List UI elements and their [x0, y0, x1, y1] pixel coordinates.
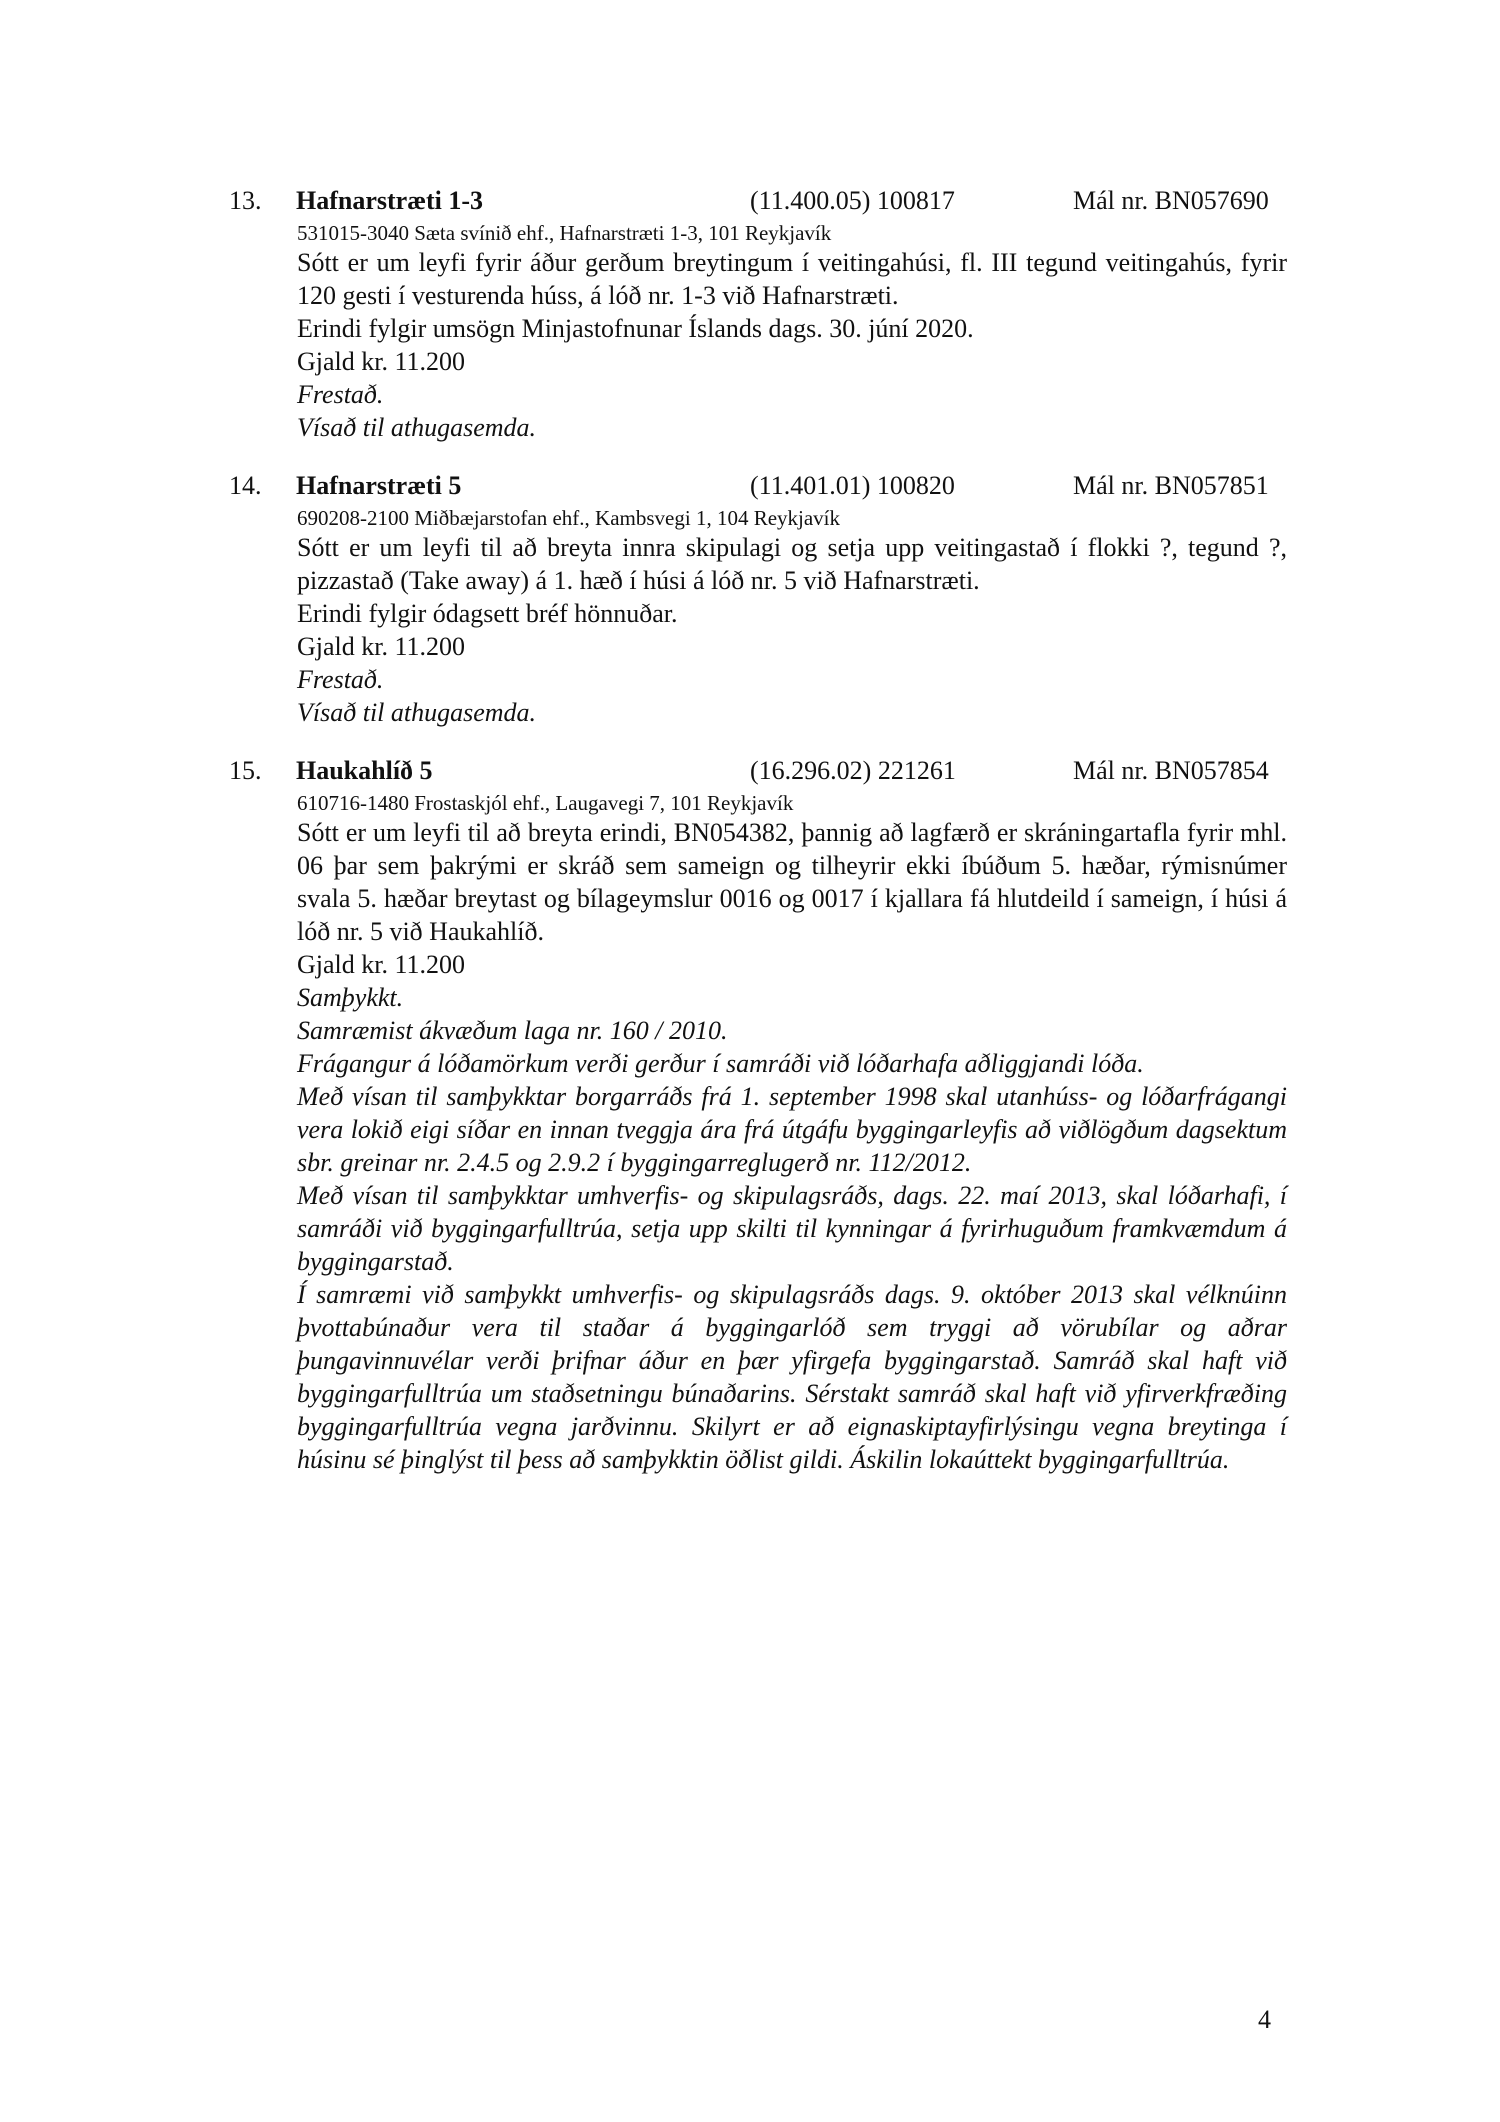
fee: Gjald kr. 11.200 [297, 950, 466, 979]
entry-title: Haukahlíð 5 [296, 756, 433, 785]
description: Sótt er um leyfi fyrir áður gerðum breytingum í veitingahúsi, fl. III tegund veitingahús, fyrir 120 gesti í vesturenda húss, á lóð nr. 1-3 við Hafnarstræti. [297, 248, 1287, 310]
entry-header [229, 752, 1289, 790]
entry-number: 13. [229, 186, 262, 215]
entry-body [229, 505, 1287, 729]
entry-body [229, 790, 1287, 1476]
entry-15 [229, 752, 1289, 1476]
case-number: Mál nr. BN057851 [1073, 471, 1269, 500]
entry-number: 14. [229, 471, 262, 500]
condition-note: Með vísan til samþykktar umhverfis- og skipulagsráðs, dags. 22. maí 2013, skal lóðarhafi, í samráði við byggingarfulltrúa, setja upp skilti til kynningar á fyrirhuguðum framkvæmdum á byggingarstað. [297, 1181, 1287, 1276]
entry-title: Hafnarstræti 1-3 [296, 186, 484, 215]
entry-title: Hafnarstræti 5 [296, 471, 462, 500]
entry-14 [229, 467, 1289, 729]
attachment: Erindi fylgir ódagsett bréf hönnuðar. [297, 599, 678, 628]
case-number: Mál nr. BN057690 [1073, 186, 1269, 215]
applicant: 690208-2100 Miðbæjarstofan ehf., Kambsvegi 1, 104 Reykjavík [297, 506, 841, 530]
case-number: Mál nr. BN057854 [1073, 756, 1269, 785]
decision: Frestað. [297, 380, 384, 409]
decision: Samþykkt. [297, 983, 404, 1012]
description: Sótt er um leyfi til að breyta erindi, BN054382, þannig að lagfærð er skráningartafla fyrir mhl. 06 þar sem þakrými er skráð sem sameign og tilheyrir ekki íbúðum 5. hæðar, rýmisnúmer svala 5. hæðar breytast og bílageymslur 0016 og 0017 í kjallara fá hlutdeild í sameign, í húsi á lóð nr. 5 við Haukahlíð. [297, 818, 1287, 946]
condition-note: Með vísan til samþykktar borgarráðs frá 1. september 1998 skal utanhúss- og lóðarfrágangi vera lokið eigi síðar en innan tveggja ára frá útgáfu byggingarleyfis að viðlögðum dagsektum sbr. greinar nr. 2.4.5 og 2.9.2 í byggingarreglugerð nr. 112/2012. [297, 1082, 1287, 1177]
applicant: 610716-1480 Frostaskjól ehf., Laugavegi 7, 101 Reykjavík [297, 791, 794, 815]
attachment: Erindi fylgir umsögn Minjastofnunar Íslands dags. 30. júní 2020. [297, 314, 974, 343]
description: Sótt er um leyfi til að breyta innra skipulagi og setja upp veitingastað í flokki ?, tegund ?, pizzastað (Take away) á 1. hæð í húsi á lóð nr. 5 við Hafnarstræti. [297, 533, 1287, 595]
fee: Gjald kr. 11.200 [297, 347, 466, 376]
decision: Frestað. [297, 665, 384, 694]
entry-reference: (11.400.05) 100817 [750, 186, 955, 215]
condition-note: Í samræmi við samþykkt umhverfis- og skipulagsráðs dags. 9. október 2013 skal vélknúinn þvottabúnaður vera til staðar á byggingarlóð sem tryggi að vörubílar og aðrar þungavinnuvélar verði þrifnar áður en þær yfirgefa byggingarstað. Samráð skal haft við byggingarfulltrúa um staðsetningu búnaðarins. Sérstakt samráð skal haft við yfirverkfræðing byggingarfulltrúa vegna jarðvinnu. Skilyrt er að eignaskiptayfirlýsingu vegna breytinga í húsinu sé þinglýst til þess að samþykktin öðlist gildi. Áskilin lokaúttekt byggingarfulltrúa. [297, 1280, 1287, 1474]
referral: Vísað til athugasemda. [297, 413, 537, 442]
entry-reference: (11.401.01) 100820 [750, 471, 955, 500]
entry-reference: (16.296.02) 221261 [750, 756, 956, 785]
fee: Gjald kr. 11.200 [297, 632, 466, 661]
condition-note: Frágangur á lóðamörkum verði gerður í samráði við lóðarhafa aðliggjandi lóða. [297, 1049, 1144, 1078]
applicant: 531015-3040 Sæta svínið ehf., Hafnarstræti 1-3, 101 Reykjavík [297, 221, 832, 245]
law-compliance: Samræmist ákvæðum laga nr. 160 / 2010. [297, 1016, 728, 1045]
entry-body [229, 220, 1287, 444]
referral: Vísað til athugasemda. [297, 698, 537, 727]
page-number: 4 [1258, 2005, 1271, 2034]
entry-header [229, 182, 1289, 220]
entry-number: 15. [229, 756, 262, 785]
entry-header [229, 467, 1289, 505]
entry-13 [229, 182, 1289, 444]
